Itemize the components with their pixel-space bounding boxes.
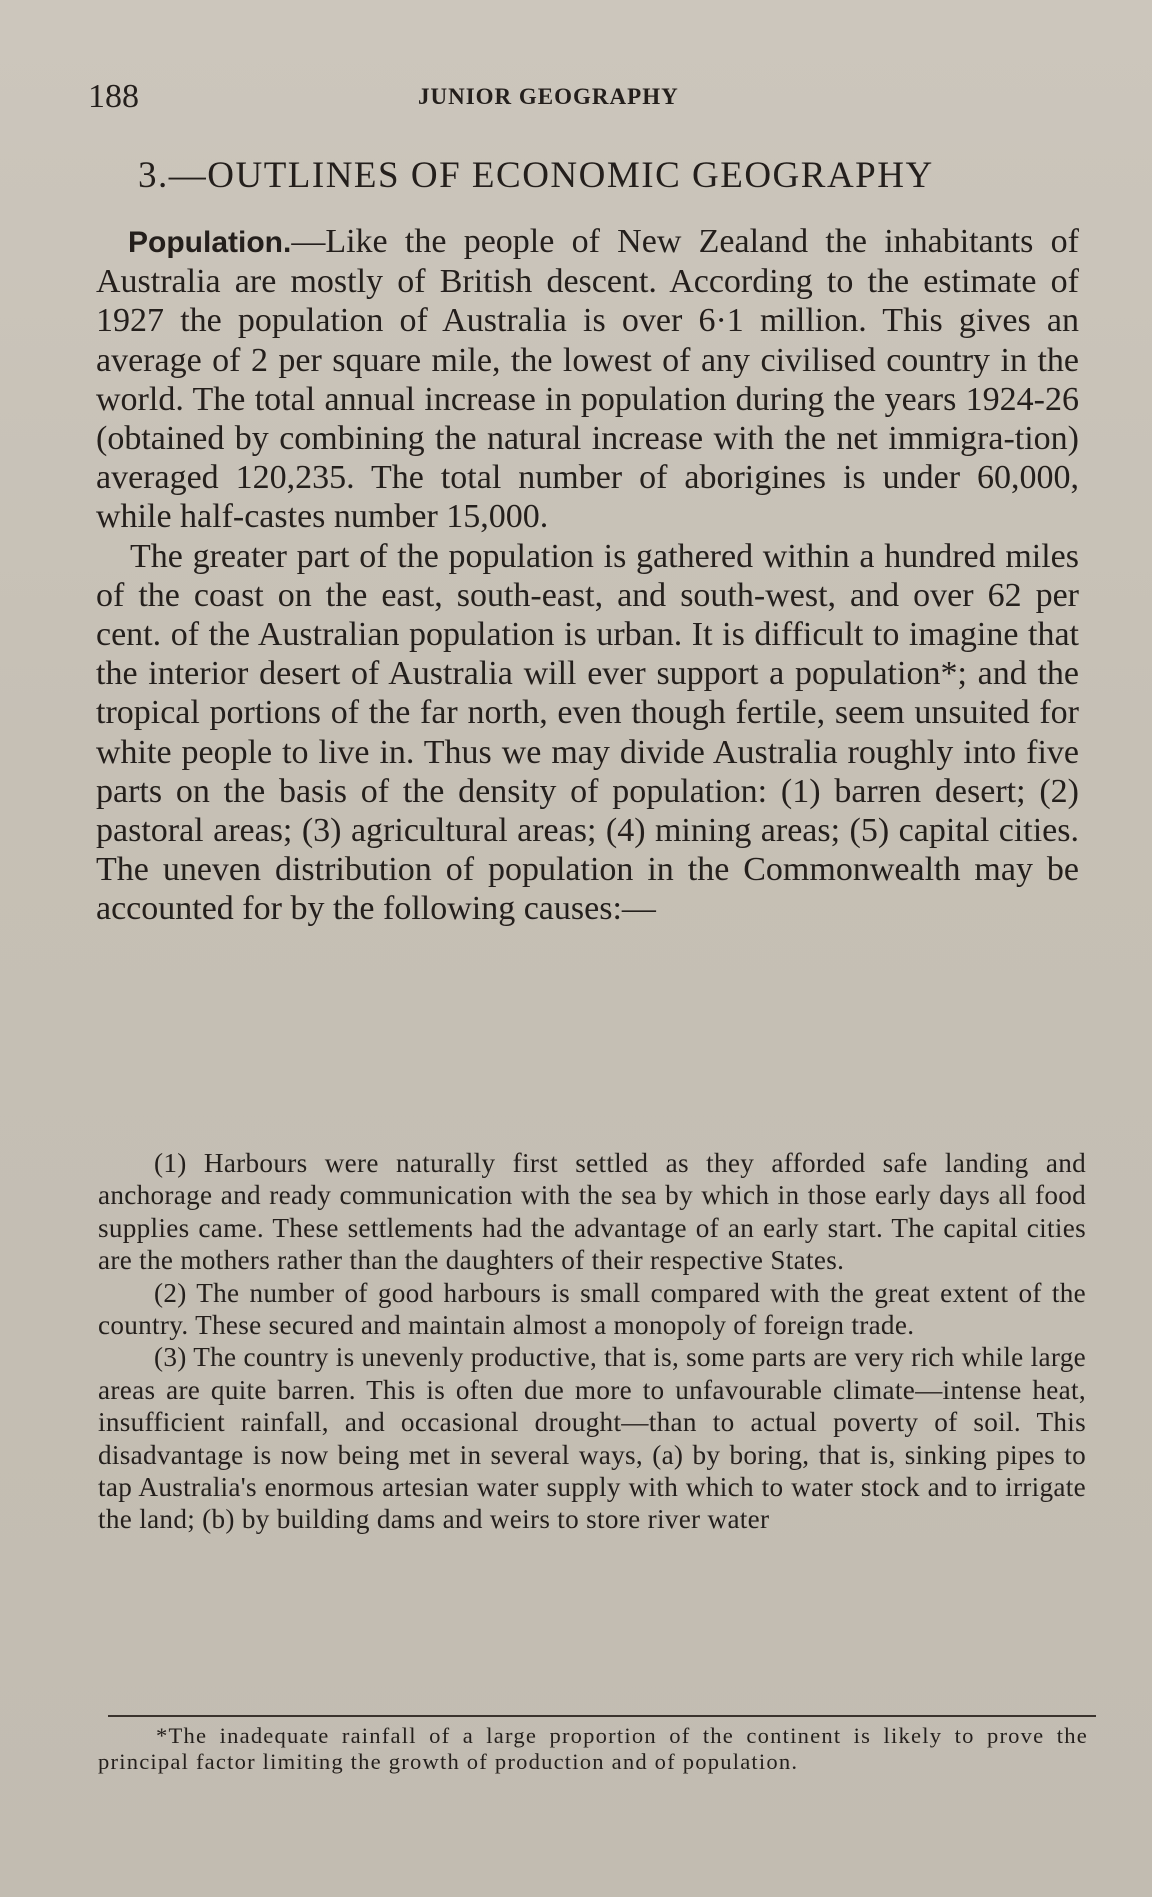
page-number: 188: [88, 78, 139, 115]
cause-item: (1) Harbours were naturally first settled as they afforded safe landing and anchorage and ready communication with the sea by which in those early days all food supplies came. These settlements had the advantage of an early start. The capital cities are the mothers rather than the daughters of their respective States.: [98, 1148, 1086, 1276]
cause-item: (3) The country is unevenly productive, that is, some parts are very rich while large areas are quite barren. This is often due more to unfavourable climate—intense heat, insufficient rainfall, and occasional drought—than to actual poverty of soil. This disadvantage is now being met in several ways, (a) by boring, that is, sinking pipes to tap Australia's enormous artesian water supply with which to water stock and to irrigate the land; (b) by building dams and weirs to store river water: [98, 1342, 1086, 1535]
footnote-divider: [108, 1715, 1096, 1717]
paragraph-distribution: The greater part of the population is gathered within a hundred miles of the coast on the east, south-east, and south-west, and over 62 per cent. of the Australian population is urban. It is difficult to imagine that the interior desert of Australia will ever support a population*; and the tropical portions of the far north, even though fertile, seem unsuited for white people to live in. Thus we may divide Australia roughly into five parts on the basis of the density of population: (1) barren desert; (2) pastoral areas; (3) agricultural areas; (4) mining areas; (5) capital cities. The uneven distribution of population in the Commonwealth may be accounted for by the following causes:—: [96, 537, 1079, 928]
causes-list: [98, 1147, 1086, 1536]
page-header: [88, 78, 1048, 122]
cause-item: (2) The number of good harbours is small compared with the great extent of the country. These secured and maintain almost a monopoly of foreign trade.: [98, 1277, 1086, 1341]
section-title: 3.—OUTLINES OF ECONOMIC GEOGRAPHY: [138, 155, 934, 196]
footnote: *The inadequate rainfall of a large proportion of the continent is likely to prove the principal factor limiting the growth of production and of population.: [98, 1723, 1088, 1774]
running-head: JUNIOR GEOGRAPHY: [418, 84, 679, 109]
body-text: [96, 222, 1079, 929]
paragraph-population: [96, 222, 1079, 537]
paragraph-text: —Like the people of New Zealand the inhabitants of Australia are mostly of British descent. According to the estimate of 1927 the population of Australia is over 6·1 million. This gives an average of 2 per square mile, the lowest of any civilised country in the world. The total annual increase in population during the years 1924-26 (obtained by combining the natural increase with the net immigra-tion) averaged 120,235. The total number of aborigines is under 60,000, while half-castes number 15,000.: [96, 223, 1079, 536]
run-in-heading: Population.: [128, 226, 292, 259]
